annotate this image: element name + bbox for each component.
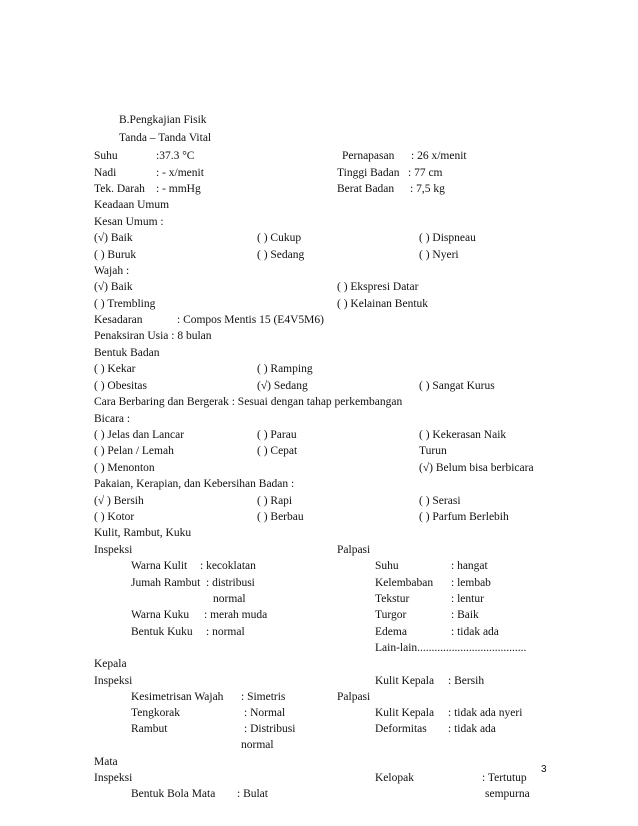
kulit-insp-value: : kecoklatan <box>200 560 256 572</box>
vital-nadi-label: Nadi <box>94 167 117 179</box>
vital-pernapasan-label: Pernapasan <box>342 150 395 162</box>
vital-tekdarah-value: : - mmHg <box>156 183 201 195</box>
mata-kelopak-value2: sempurna <box>485 788 530 800</box>
pakaian-option-kotor: ( ) Kotor <box>94 511 135 523</box>
kepala-insp-value: : Distribusi <box>244 723 296 735</box>
kulit-palp-value: : tidak ada <box>451 626 499 638</box>
bicara-option-parau: ( ) Parau <box>257 429 297 441</box>
kepala-insp-value: : Simetris <box>241 691 286 703</box>
kesadaran-value: : Compos Mentis 15 (E4V5M6) <box>177 314 324 326</box>
pakaian-option-bersih: (√ ) Bersih <box>94 495 144 507</box>
bicara-label: Bicara : <box>94 413 131 425</box>
kulit-palpasi-label: Palpasi <box>337 544 371 556</box>
kesan-option-nyeri: ( ) Nyeri <box>419 249 459 261</box>
kulit-insp-value: normal <box>213 593 246 605</box>
cara-berbaring: Cara Berbaring dan Bergerak : Sesuai dengan tahap perkembangan <box>94 396 403 408</box>
page-number: 3 <box>541 764 547 775</box>
bentuk-option-ramping: ( ) Ramping <box>257 363 313 375</box>
kepala-insp-value: normal <box>241 739 274 751</box>
mata-inspeksi-label: Inspeksi <box>94 772 133 784</box>
mata-bentuk-label: Bentuk Bola Mata <box>131 788 216 800</box>
vital-pernapasan-value: : 26 x/menit <box>411 150 467 162</box>
kulit-insp-key: Jumah Rambut <box>131 577 201 589</box>
mata-kelopak-value: : Tertutup <box>482 772 527 784</box>
kulit-insp-key: Warna Kulit <box>131 560 188 572</box>
kesan-option-sedang: ( ) Sedang <box>257 249 305 261</box>
bentuk-option-sedang: (√) Sedang <box>257 380 308 392</box>
wajah-option-trembling: ( ) Trembling <box>94 298 156 310</box>
kepala-insp-key: Tengkorak <box>131 707 181 719</box>
pakaian-option-rapi: ( ) Rapi <box>257 495 293 507</box>
kulit-palp-value: : lembab <box>451 577 491 589</box>
kulit-insp-value: : normal <box>206 626 245 638</box>
bentuk-option-kekar: ( ) Kekar <box>94 363 136 375</box>
kepala-palp-key: Kulit Kepala <box>375 707 435 719</box>
subheading: Tanda – Tanda Vital <box>119 132 212 144</box>
kepala-palp-value: : Bersih <box>448 675 485 687</box>
vital-tinggi-value: : 77 cm <box>408 167 443 179</box>
mata-kelopak-label: Kelopak <box>375 772 414 784</box>
kulit-palp-value: : Baik <box>451 609 479 621</box>
mata-heading: Mata <box>94 756 118 768</box>
kepala-insp-value: : Normal <box>244 707 286 719</box>
bicara-option-pelan: ( ) Pelan / Lemah <box>94 445 174 457</box>
kulit-insp-value: : merah muda <box>204 609 268 621</box>
wajah-option-baik: (√) Baik <box>94 281 133 293</box>
kulit-palp-key: Edema <box>375 626 407 638</box>
bicara-option-cepat: ( ) Cepat <box>257 445 298 457</box>
vital-tinggi-label: Tinggi Badan <box>337 167 400 179</box>
vital-berat-value: : 7,5 kg <box>410 183 445 195</box>
kulit-palp-key: Lain-lain...................................... <box>375 642 527 654</box>
bicara-option-jelas: ( ) Jelas dan Lancar <box>94 429 185 441</box>
kesan-umum-label: Kesan Umum : <box>94 216 164 228</box>
vital-suhu-value: :37.3 °C <box>156 150 195 162</box>
penaksiran-usia: Penaksiran Usia : 8 bulan <box>94 330 212 342</box>
kepala-inspeksi-label: Inspeksi <box>94 675 133 687</box>
bentuk-option-sangat-kurus: ( ) Sangat Kurus <box>419 380 495 392</box>
kepala-palp-value: : tidak ada <box>448 723 496 735</box>
heading: B.Pengkajian Fisik <box>119 114 207 126</box>
kulit-palp-key: Tekstur <box>375 593 410 605</box>
kepala-palp-key: Kulit Kepala <box>375 675 435 687</box>
kulit-palp-key: Suhu <box>375 560 399 572</box>
kesan-option-cukup: ( ) Cukup <box>257 232 302 244</box>
kulit-palp-key: Turgor <box>375 609 407 621</box>
pakaian-option-berbau: ( ) Berbau <box>257 511 304 523</box>
vital-suhu-label: Suhu <box>94 150 118 162</box>
kulit-insp-key: Bentuk Kuku <box>131 626 193 638</box>
kepala-heading: Kepala <box>94 658 127 670</box>
bentuk-badan-label: Bentuk Badan <box>94 347 160 359</box>
kepala-insp-key: Rambut <box>131 723 168 735</box>
bicara-option-belum: (√) Belum bisa berbicara <box>419 462 534 474</box>
pakaian-label: Pakaian, Kerapian, dan Kebersihan Badan : <box>94 478 295 490</box>
kepala-palpasi-label: Palpasi <box>337 691 371 703</box>
pakaian-option-serasi: ( ) Serasi <box>419 495 461 507</box>
pakaian-option-parfum: ( ) Parfum Berlebih <box>419 511 509 523</box>
kulit-palp-value: : lentur <box>451 593 484 605</box>
bentuk-option-obesitas: ( ) Obesitas <box>94 380 148 392</box>
kesan-option-dispneau: ( ) Dispneau <box>419 232 476 244</box>
kulit-heading: Kulit, Rambut, Kuku <box>94 527 192 539</box>
bicara-option-kekerasan: ( ) Kekerasan Naik <box>419 429 507 441</box>
vital-tekdarah-label: Tek. Darah <box>94 183 145 195</box>
bicara-option-menonton: ( ) Menonton <box>94 462 155 474</box>
wajah-option-kelainan: ( ) Kelainan Bentuk <box>337 298 429 310</box>
kepala-insp-key: Kesimetrisan Wajah <box>131 691 224 703</box>
kulit-palp-value: : hangat <box>451 560 488 572</box>
kesan-option-buruk: ( ) Buruk <box>94 249 137 261</box>
kulit-insp-value: : distribusi <box>206 577 255 589</box>
vital-berat-label: Berat Badan <box>337 183 395 195</box>
vital-nadi-value: : - x/menit <box>156 167 204 179</box>
wajah-option-ekspresi: ( ) Ekspresi Datar <box>337 281 419 293</box>
kepala-palp-value: : tidak ada nyeri <box>448 707 523 719</box>
bicara-option-turun: Turun <box>419 445 447 457</box>
kulit-palp-key: Kelembaban <box>375 577 434 589</box>
kepala-palp-key: Deformitas <box>375 723 427 735</box>
mata-bentuk-value: : Bulat <box>237 788 268 800</box>
wajah-label: Wajah : <box>94 265 130 277</box>
kesadaran-label: Kesadaran <box>94 314 143 326</box>
kesan-option-baik: (√) Baik <box>94 232 133 244</box>
kulit-insp-key: Warna Kuku <box>131 609 190 621</box>
keadaan-umum-heading: Keadaan Umum <box>94 199 170 211</box>
kulit-inspeksi-label: Inspeksi <box>94 544 133 556</box>
